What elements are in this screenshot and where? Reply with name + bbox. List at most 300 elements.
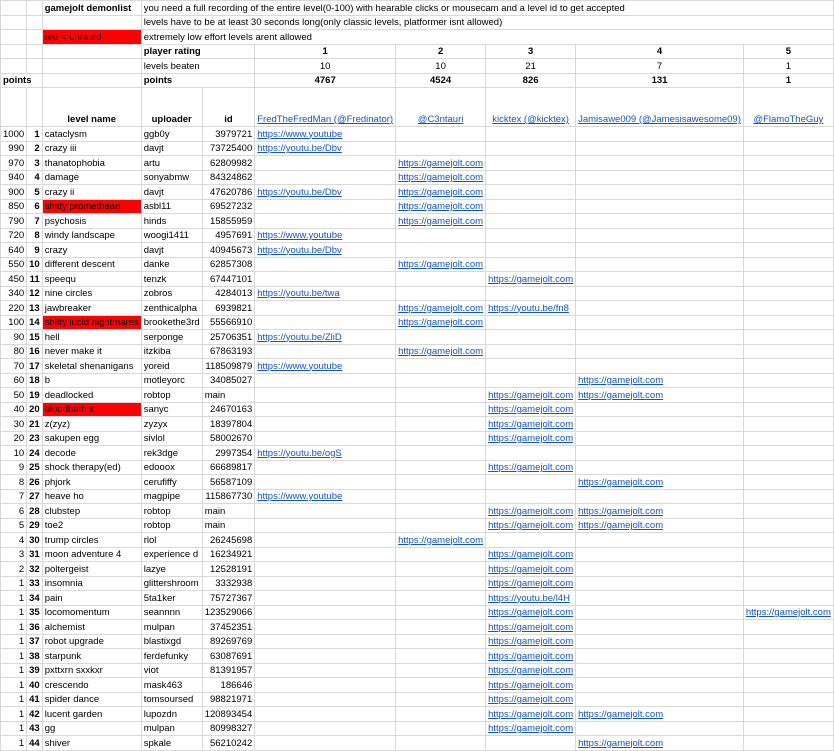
proof-link-cell[interactable]: https://gamejolt.com <box>486 431 576 446</box>
proof-link-cell[interactable] <box>486 315 576 330</box>
player-rank[interactable]: 1 <box>255 44 396 59</box>
player-points[interactable]: 826 <box>486 73 576 88</box>
level-points-cell[interactable]: 900 <box>1 185 27 200</box>
level-name-cell[interactable]: phjork <box>42 475 141 490</box>
proof-link-cell[interactable] <box>743 634 833 649</box>
proof-link-cell[interactable] <box>576 156 744 171</box>
level-name-cell[interactable]: gg <box>42 721 141 736</box>
level-points-cell[interactable]: 10 <box>1 446 27 461</box>
uploader-cell[interactable]: robtop <box>141 518 202 533</box>
level-id-cell[interactable]: 84324862 <box>202 170 255 185</box>
level-id-cell[interactable]: 16234921 <box>202 547 255 562</box>
level-id-cell[interactable]: 67447101 <box>202 272 255 287</box>
proof-link-cell[interactable] <box>255 475 396 490</box>
proof-link-cell[interactable] <box>396 692 486 707</box>
proof-link-cell[interactable] <box>396 475 486 490</box>
level-id-cell[interactable]: 69527232 <box>202 199 255 214</box>
proof-link-cell[interactable] <box>576 678 744 693</box>
proof-link-cell[interactable]: https://gamejolt.com <box>486 272 576 287</box>
cell[interactable] <box>42 15 141 30</box>
proof-link-cell[interactable] <box>396 605 486 620</box>
level-id-cell[interactable]: 47620786 <box>202 185 255 200</box>
proof-link-cell[interactable] <box>576 460 744 475</box>
proof-link-cell[interactable]: https://www.youtube <box>255 489 396 504</box>
level-id-cell[interactable]: 73725400 <box>202 141 255 156</box>
proof-link-cell[interactable]: https://gamejolt.com <box>486 547 576 562</box>
proof-link-cell[interactable] <box>396 417 486 432</box>
proof-link-cell[interactable] <box>396 388 486 403</box>
level-name-cell[interactable]: speequ <box>42 272 141 287</box>
proof-link-cell[interactable]: https://gamejolt.com <box>576 518 744 533</box>
proof-link-cell[interactable] <box>576 243 744 258</box>
proof-link-cell[interactable] <box>743 156 833 171</box>
level-points-cell[interactable]: 90 <box>1 330 27 345</box>
header-id[interactable]: id <box>202 88 255 127</box>
cell[interactable] <box>42 73 141 88</box>
level-name-cell[interactable]: lucent garden <box>42 707 141 722</box>
proof-link-cell[interactable] <box>486 185 576 200</box>
proof-link-cell[interactable] <box>576 649 744 664</box>
sheet-title[interactable]: gamejolt demonlist <box>42 1 141 16</box>
uploader-cell[interactable]: yoreid <box>141 359 202 374</box>
points-col-label[interactable]: points <box>1 73 43 88</box>
player-points[interactable]: 4767 <box>255 73 396 88</box>
proof-link-cell[interactable] <box>486 214 576 229</box>
proof-link-cell[interactable] <box>255 156 396 171</box>
rule-3[interactable]: extremely low effort levels arent allowed <box>141 30 833 45</box>
proof-link-cell[interactable] <box>255 402 396 417</box>
level-points-cell[interactable]: 1 <box>1 721 27 736</box>
proof-link-cell[interactable] <box>743 678 833 693</box>
uploader-cell[interactable]: danke <box>141 257 202 272</box>
level-name-cell[interactable]: windy landscape <box>42 228 141 243</box>
proof-link-cell[interactable] <box>396 402 486 417</box>
level-name-cell[interactable]: insomnia <box>42 576 141 591</box>
proof-link-cell[interactable] <box>486 330 576 345</box>
proof-link-cell[interactable] <box>486 344 576 359</box>
proof-link-cell[interactable] <box>743 214 833 229</box>
proof-link-cell[interactable] <box>255 272 396 287</box>
level-rank-cell[interactable]: 25 <box>27 460 43 475</box>
player-name-link[interactable]: @FlamoTheGuy <box>743 88 833 127</box>
uploader-cell[interactable]: itzkiba <box>141 344 202 359</box>
proof-link-cell[interactable] <box>255 344 396 359</box>
proof-link-cell[interactable] <box>743 707 833 722</box>
uploader-cell[interactable]: lazye <box>141 562 202 577</box>
proof-link-cell[interactable]: https://gamejolt.com <box>396 344 486 359</box>
level-id-cell[interactable]: 3979721 <box>202 127 255 142</box>
levels-beaten-label[interactable]: levels beaten <box>141 59 255 74</box>
level-points-cell[interactable]: 1 <box>1 649 27 664</box>
level-rank-cell[interactable]: 16 <box>27 344 43 359</box>
uploader-cell[interactable]: viot <box>141 663 202 678</box>
level-rank-cell[interactable]: 43 <box>27 721 43 736</box>
proof-link-cell[interactable] <box>255 301 396 316</box>
proof-link-cell[interactable] <box>255 504 396 519</box>
uploader-cell[interactable]: zenthicalpha <box>141 301 202 316</box>
proof-link-cell[interactable] <box>743 417 833 432</box>
level-id-cell[interactable]: 18397804 <box>202 417 255 432</box>
player-points[interactable]: 1 <box>743 73 833 88</box>
cell[interactable] <box>42 59 141 74</box>
level-id-cell[interactable]: 62809982 <box>202 156 255 171</box>
level-id-cell[interactable]: 4957691 <box>202 228 255 243</box>
cell[interactable] <box>27 59 43 74</box>
proof-link-cell[interactable] <box>396 562 486 577</box>
proof-link-cell[interactable] <box>743 141 833 156</box>
proof-link-cell[interactable] <box>743 721 833 736</box>
proof-link-cell[interactable] <box>743 591 833 606</box>
level-name-cell[interactable]: psychosis <box>42 214 141 229</box>
proof-link-cell[interactable] <box>396 678 486 693</box>
proof-link-cell[interactable]: https://youtu.be/twa <box>255 286 396 301</box>
proof-link-cell[interactable]: https://youtu.be/ZliD <box>255 330 396 345</box>
proof-link-cell[interactable] <box>743 446 833 461</box>
proof-link-cell[interactable] <box>255 649 396 664</box>
proof-link-cell[interactable] <box>576 402 744 417</box>
uploader-cell[interactable]: ggb0y <box>141 127 202 142</box>
level-name-cell[interactable]: clubstep <box>42 504 141 519</box>
proof-link-cell[interactable]: https://gamejolt.com <box>396 257 486 272</box>
proof-link-cell[interactable] <box>576 185 744 200</box>
proof-link-cell[interactable] <box>255 591 396 606</box>
level-name-cell[interactable]: z(zyz) <box>42 417 141 432</box>
level-id-cell[interactable]: 120893454 <box>202 707 255 722</box>
level-points-cell[interactable]: 8 <box>1 475 27 490</box>
proof-link-cell[interactable] <box>576 562 744 577</box>
proof-link-cell[interactable] <box>396 634 486 649</box>
cell[interactable] <box>1 44 27 59</box>
level-rank-cell[interactable]: 28 <box>27 504 43 519</box>
header-uploader[interactable]: uploader <box>141 88 202 127</box>
proof-link-cell[interactable] <box>743 576 833 591</box>
levels-beaten-count[interactable]: 7 <box>576 59 744 74</box>
points-label[interactable]: points <box>141 73 255 88</box>
level-points-cell[interactable]: 1000 <box>1 127 27 142</box>
uploader-cell[interactable]: davjt <box>141 243 202 258</box>
proof-link-cell[interactable] <box>255 721 396 736</box>
level-id-cell[interactable]: 12528191 <box>202 562 255 577</box>
player-name-link[interactable]: kicktex (@kicktex) <box>486 88 576 127</box>
player-rank[interactable]: 5 <box>743 44 833 59</box>
proof-link-cell[interactable] <box>486 373 576 388</box>
uploader-cell[interactable]: sonyabmw <box>141 170 202 185</box>
level-name-cell[interactable]: crazy iii <box>42 141 141 156</box>
proof-link-cell[interactable]: https://www.youtube <box>255 127 396 142</box>
level-id-cell[interactable]: 80998327 <box>202 721 255 736</box>
level-id-cell[interactable]: 4284013 <box>202 286 255 301</box>
proof-link-cell[interactable] <box>255 736 396 751</box>
uploader-cell[interactable]: mulpan <box>141 620 202 635</box>
uploader-cell[interactable]: sanyc <box>141 402 202 417</box>
proof-link-cell[interactable] <box>396 620 486 635</box>
level-name-cell[interactable]: jawbreaker <box>42 301 141 316</box>
proof-link-cell[interactable] <box>743 185 833 200</box>
level-name-cell[interactable]: nine circles <box>42 286 141 301</box>
level-rank-cell[interactable]: 6 <box>27 199 43 214</box>
level-points-cell[interactable]: 4 <box>1 533 27 548</box>
proof-link-cell[interactable] <box>255 315 396 330</box>
level-rank-cell[interactable]: 13 <box>27 301 43 316</box>
proof-link-cell[interactable] <box>576 431 744 446</box>
proof-link-cell[interactable] <box>255 663 396 678</box>
proof-link-cell[interactable] <box>743 286 833 301</box>
level-id-cell[interactable]: 2997354 <box>202 446 255 461</box>
proof-link-cell[interactable] <box>255 460 396 475</box>
level-id-cell[interactable]: 56587109 <box>202 475 255 490</box>
proof-link-cell[interactable] <box>576 620 744 635</box>
proof-link-cell[interactable] <box>743 199 833 214</box>
proof-link-cell[interactable] <box>576 721 744 736</box>
proof-link-cell[interactable] <box>255 533 396 548</box>
proof-link-cell[interactable] <box>396 504 486 519</box>
level-points-cell[interactable]: 2 <box>1 562 27 577</box>
proof-link-cell[interactable]: https://gamejolt.com <box>396 315 486 330</box>
level-name-cell[interactable]: moon adventure 4 <box>42 547 141 562</box>
proof-link-cell[interactable] <box>743 388 833 403</box>
proof-link-cell[interactable]: https://youtu.be/Dbv <box>255 243 396 258</box>
proof-link-cell[interactable] <box>486 475 576 490</box>
uploader-cell[interactable]: glittershroom <box>141 576 202 591</box>
proof-link-cell[interactable] <box>743 431 833 446</box>
proof-link-cell[interactable] <box>396 591 486 606</box>
level-rank-cell[interactable]: 3 <box>27 156 43 171</box>
level-points-cell[interactable]: 1 <box>1 678 27 693</box>
uploader-cell[interactable]: artu <box>141 156 202 171</box>
proof-link-cell[interactable]: https://gamejolt.com <box>486 663 576 678</box>
proof-link-cell[interactable] <box>255 518 396 533</box>
level-points-cell[interactable]: 550 <box>1 257 27 272</box>
proof-link-cell[interactable] <box>396 707 486 722</box>
proof-link-cell[interactable] <box>576 605 744 620</box>
player-name-link[interactable]: @C3ntauri <box>396 88 486 127</box>
proof-link-cell[interactable] <box>486 199 576 214</box>
proof-link-cell[interactable]: https://gamejolt.com <box>486 678 576 693</box>
level-rank-cell[interactable]: 11 <box>27 272 43 287</box>
level-points-cell[interactable]: 80 <box>1 344 27 359</box>
level-points-cell[interactable]: 1 <box>1 707 27 722</box>
proof-link-cell[interactable]: https://gamejolt.com <box>486 504 576 519</box>
uploader-cell[interactable]: davjt <box>141 141 202 156</box>
proof-link-cell[interactable] <box>576 315 744 330</box>
level-name-cell[interactable]: locomomentum <box>42 605 141 620</box>
proof-link-cell[interactable] <box>743 402 833 417</box>
level-rank-cell[interactable]: 9 <box>27 243 43 258</box>
uploader-cell[interactable]: tenzk <box>141 272 202 287</box>
proof-link-cell[interactable]: https://gamejolt.com <box>486 402 576 417</box>
proof-link-cell[interactable] <box>396 359 486 374</box>
proof-link-cell[interactable] <box>576 344 744 359</box>
level-id-cell[interactable]: 63087691 <box>202 649 255 664</box>
proof-link-cell[interactable]: https://gamejolt.com <box>396 199 486 214</box>
proof-link-cell[interactable] <box>255 605 396 620</box>
proof-link-cell[interactable] <box>743 170 833 185</box>
uploader-cell[interactable]: woogi1411 <box>141 228 202 243</box>
uploader-cell[interactable]: brookethe3rd <box>141 315 202 330</box>
proof-link-cell[interactable] <box>576 330 744 345</box>
proof-link-cell[interactable] <box>396 518 486 533</box>
uploader-cell[interactable]: mulpan <box>141 721 202 736</box>
proof-link-cell[interactable] <box>396 330 486 345</box>
proof-link-cell[interactable] <box>743 243 833 258</box>
level-id-cell[interactable]: 6939821 <box>202 301 255 316</box>
proof-link-cell[interactable] <box>255 373 396 388</box>
level-id-cell[interactable]: main <box>202 504 255 519</box>
level-points-cell[interactable]: 1 <box>1 605 27 620</box>
level-id-cell[interactable]: 25706351 <box>202 330 255 345</box>
proof-link-cell[interactable] <box>576 301 744 316</box>
proof-link-cell[interactable] <box>396 373 486 388</box>
level-points-cell[interactable]: 1 <box>1 620 27 635</box>
proof-link-cell[interactable] <box>576 446 744 461</box>
proof-link-cell[interactable] <box>396 721 486 736</box>
uploader-cell[interactable]: zyzyx <box>141 417 202 432</box>
proof-link-cell[interactable] <box>743 127 833 142</box>
level-id-cell[interactable]: 186646 <box>202 678 255 693</box>
uploader-cell[interactable]: edooox <box>141 460 202 475</box>
uploader-cell[interactable]: 5ta1ker <box>141 591 202 606</box>
proof-link-cell[interactable] <box>743 301 833 316</box>
proof-link-cell[interactable] <box>743 344 833 359</box>
proof-link-cell[interactable] <box>743 547 833 562</box>
cell[interactable] <box>1 59 27 74</box>
levels-beaten-count[interactable]: 1 <box>743 59 833 74</box>
proof-link-cell[interactable]: https://www.youtube <box>255 359 396 374</box>
proof-link-cell[interactable] <box>396 272 486 287</box>
uploader-cell[interactable]: rek3dge <box>141 446 202 461</box>
proof-link-cell[interactable] <box>255 547 396 562</box>
proof-link-cell[interactable] <box>255 692 396 707</box>
level-name-cell[interactable]: trump circles <box>42 533 141 548</box>
proof-link-cell[interactable]: https://youtu.be/Dbv <box>255 185 396 200</box>
proof-link-cell[interactable]: https://gamejolt.com <box>486 388 576 403</box>
proof-link-cell[interactable] <box>576 257 744 272</box>
proof-link-cell[interactable]: https://gamejolt.com <box>396 170 486 185</box>
level-points-cell[interactable]: 1 <box>1 692 27 707</box>
level-rank-cell[interactable]: 21 <box>27 417 43 432</box>
proof-link-cell[interactable] <box>576 359 744 374</box>
level-rank-cell[interactable]: 39 <box>27 663 43 678</box>
uploader-cell[interactable]: zobros <box>141 286 202 301</box>
proof-link-cell[interactable]: https://gamejolt.com <box>486 417 576 432</box>
proof-link-cell[interactable] <box>486 736 576 751</box>
proof-link-cell[interactable] <box>486 257 576 272</box>
player-rank[interactable]: 4 <box>576 44 744 59</box>
level-points-cell[interactable]: 40 <box>1 402 27 417</box>
proof-link-cell[interactable]: https://youtu.be/Dbv <box>255 141 396 156</box>
proof-link-cell[interactable]: https://gamejolt.com <box>576 504 744 519</box>
proof-link-cell[interactable] <box>576 692 744 707</box>
level-id-cell[interactable]: 55566910 <box>202 315 255 330</box>
header-level-name[interactable]: level name <box>42 88 141 127</box>
level-name-cell[interactable]: thanatophobia <box>42 156 141 171</box>
level-id-cell[interactable]: 62857308 <box>202 257 255 272</box>
proof-link-cell[interactable] <box>743 663 833 678</box>
proof-link-cell[interactable] <box>743 460 833 475</box>
proof-link-cell[interactable]: https://gamejolt.com <box>486 620 576 635</box>
level-id-cell[interactable]: main <box>202 388 255 403</box>
proof-link-cell[interactable] <box>486 156 576 171</box>
level-id-cell[interactable]: 67863193 <box>202 344 255 359</box>
level-points-cell[interactable]: 6 <box>1 504 27 519</box>
proof-link-cell[interactable] <box>743 736 833 751</box>
proof-link-cell[interactable] <box>255 388 396 403</box>
level-points-cell[interactable]: 60 <box>1 373 27 388</box>
level-points-cell[interactable]: 850 <box>1 199 27 214</box>
proof-link-cell[interactable]: https://gamejolt.com <box>396 301 486 316</box>
level-rank-cell[interactable]: 41 <box>27 692 43 707</box>
level-rank-cell[interactable]: 23 <box>27 431 43 446</box>
proof-link-cell[interactable] <box>396 141 486 156</box>
level-name-cell[interactable]: different descent <box>42 257 141 272</box>
proof-link-cell[interactable] <box>255 620 396 635</box>
level-points-cell[interactable]: 70 <box>1 359 27 374</box>
proof-link-cell[interactable] <box>255 417 396 432</box>
proof-link-cell[interactable]: https://gamejolt.com <box>576 736 744 751</box>
proof-link-cell[interactable] <box>255 678 396 693</box>
level-name-cell[interactable]: decode <box>42 446 141 461</box>
player-points[interactable]: 131 <box>576 73 744 88</box>
level-rank-cell[interactable]: 20 <box>27 402 43 417</box>
level-rank-cell[interactable]: 12 <box>27 286 43 301</box>
proof-link-cell[interactable]: https://youtu.be/fn8 <box>486 301 576 316</box>
player-name-link[interactable]: Jamisawe009 (@Jamesisawesome09) <box>576 88 744 127</box>
proof-link-cell[interactable] <box>396 228 486 243</box>
level-rank-cell[interactable]: 44 <box>27 736 43 751</box>
proof-link-cell[interactable] <box>486 243 576 258</box>
proof-link-cell[interactable] <box>486 489 576 504</box>
proof-link-cell[interactable] <box>255 214 396 229</box>
proof-link-cell[interactable] <box>576 141 744 156</box>
uploader-cell[interactable]: motleyorc <box>141 373 202 388</box>
level-name-cell[interactable]: shiver <box>42 736 141 751</box>
level-points-cell[interactable]: 640 <box>1 243 27 258</box>
level-rank-cell[interactable]: 34 <box>27 591 43 606</box>
level-points-cell[interactable]: 100 <box>1 315 27 330</box>
levels-beaten-count[interactable]: 10 <box>255 59 396 74</box>
proof-link-cell[interactable] <box>743 315 833 330</box>
proof-link-cell[interactable] <box>576 127 744 142</box>
level-id-cell[interactable]: 24670163 <box>202 402 255 417</box>
level-name-cell[interactable]: alchemist <box>42 620 141 635</box>
level-points-cell[interactable]: 7 <box>1 489 27 504</box>
level-rank-cell[interactable]: 10 <box>27 257 43 272</box>
proof-link-cell[interactable] <box>743 504 833 519</box>
cell[interactable] <box>27 88 43 127</box>
uploader-cell[interactable]: cerufiffy <box>141 475 202 490</box>
proof-link-cell[interactable] <box>396 736 486 751</box>
uploader-cell[interactable]: tomsoursed <box>141 692 202 707</box>
rule-2[interactable]: levels have to be at least 30 seconds long(only classic levels, platformer isnt allowed) <box>141 15 833 30</box>
proof-link-cell[interactable] <box>576 214 744 229</box>
level-rank-cell[interactable]: 27 <box>27 489 43 504</box>
player-points[interactable]: 4524 <box>396 73 486 88</box>
proof-link-cell[interactable]: https://gamejolt.com <box>486 460 576 475</box>
proof-link-cell[interactable] <box>486 228 576 243</box>
proof-link-cell[interactable] <box>486 170 576 185</box>
level-id-cell[interactable]: 98821971 <box>202 692 255 707</box>
proof-link-cell[interactable] <box>743 518 833 533</box>
uploader-cell[interactable]: davjt <box>141 185 202 200</box>
proof-link-cell[interactable] <box>743 228 833 243</box>
cell[interactable] <box>27 44 43 59</box>
proof-link-cell[interactable]: https://gamejolt.com <box>486 634 576 649</box>
cell[interactable] <box>1 1 27 16</box>
level-id-cell[interactable]: 56210242 <box>202 736 255 751</box>
level-id-cell[interactable]: 81391957 <box>202 663 255 678</box>
level-points-cell[interactable]: 450 <box>1 272 27 287</box>
proof-link-cell[interactable] <box>396 286 486 301</box>
